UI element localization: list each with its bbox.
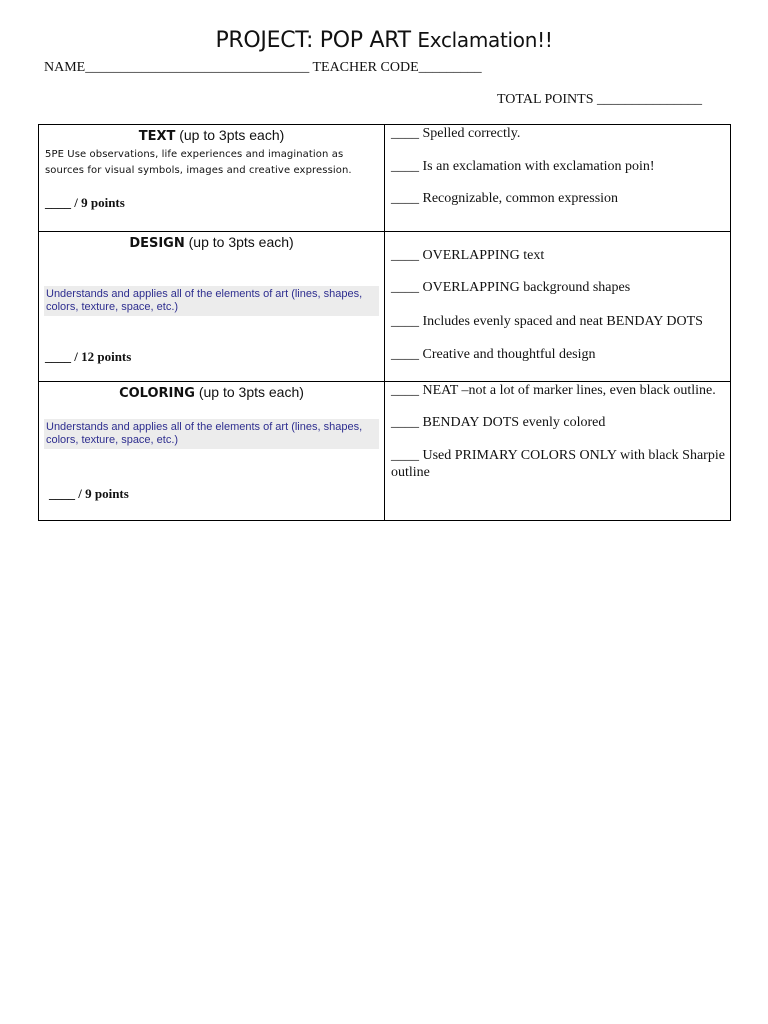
rubric-row-coloring (39, 382, 731, 521)
criterion-item[interactable]: ____ Used PRIMARY COLORS ONLY with black Sharpie outline (391, 448, 725, 480)
criterion-item[interactable]: ____ Spelled correctly. (391, 126, 521, 141)
points-score[interactable]: ____ / 12 points (45, 349, 132, 364)
criteria-cell-text (385, 125, 731, 232)
category-cell-coloring (39, 382, 385, 521)
criterion-item[interactable]: ____ Includes evenly spaced and neat BENDAY DOTS (391, 314, 703, 329)
standard-text: 5PE Use observations, life experiences and imagination as sources for visual symbols, images and creative expression. (45, 149, 352, 176)
title-main: PROJECT: POP ART (215, 28, 411, 53)
category-name: COLORING (119, 386, 195, 401)
criterion-item[interactable]: ____ BENDAY DOTS evenly colored (391, 415, 606, 430)
category-name: DESIGN (129, 236, 185, 251)
page-title (0, 28, 768, 53)
standard-text: Understands and applies all of the elements of art (lines, shapes, colors, texture, space, etc.) (44, 286, 379, 316)
total-points-line[interactable]: TOTAL POINTS _______________ (497, 92, 702, 107)
category-note: (up to 3pts each) (179, 127, 285, 143)
criterion-item[interactable]: ____ Recognizable, common expression (391, 191, 619, 206)
criterion-item[interactable]: ____ OVERLAPPING background shapes (391, 280, 631, 295)
category-heading (39, 127, 384, 144)
name-teacher-code-line[interactable]: NAME________________________________ TEACHER CODE_________ (44, 60, 482, 75)
category-note: (up to 3pts each) (188, 234, 294, 250)
rubric-row-text (39, 125, 731, 232)
criterion-item[interactable]: ____ Is an exclamation with exclamation poin! (391, 159, 655, 174)
standard-text: Understands and applies all of the elements of art (lines, shapes, colors, texture, space, etc.) (44, 419, 379, 449)
points-score[interactable]: ____ / 9 points (45, 195, 125, 210)
rubric-table (38, 124, 731, 521)
title-tail: Exclamation!! (417, 28, 553, 52)
category-cell-design (39, 232, 385, 382)
criteria-cell-coloring (385, 382, 731, 521)
criterion-item[interactable]: ____ Creative and thoughtful design (391, 347, 596, 362)
category-heading (39, 384, 384, 401)
criteria-cell-design (385, 232, 731, 382)
category-name: TEXT (138, 129, 176, 144)
criterion-item[interactable]: ____ NEAT –not a lot of marker lines, even black outline. (391, 383, 716, 398)
category-note: (up to 3pts each) (198, 384, 304, 400)
rubric-row-design (39, 232, 731, 382)
category-cell-text (39, 125, 385, 232)
points-score[interactable]: ____ / 9 points (49, 486, 129, 501)
category-heading (39, 234, 384, 251)
criterion-item[interactable]: ____ OVERLAPPING text (391, 248, 545, 263)
